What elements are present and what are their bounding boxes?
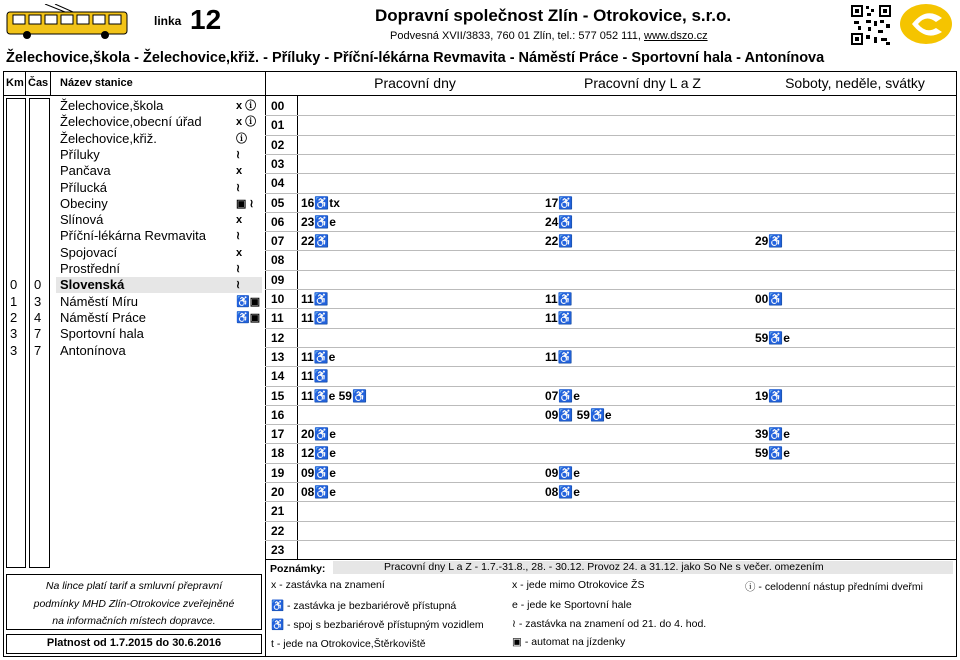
tariff-note-line-2: podmínky MHD Zlín-Otrokovice zveřejněné bbox=[33, 598, 235, 610]
stop-flags: x ⓘ bbox=[236, 116, 257, 129]
departure-wd: 12♿e bbox=[301, 446, 336, 461]
row-divider bbox=[265, 289, 955, 290]
note-item-barrier-free-stop: ♿ - zastávka je bezbariérově přístupná bbox=[271, 600, 457, 612]
stop-name: Antonínova bbox=[60, 342, 126, 358]
row-divider bbox=[265, 463, 955, 464]
lz-note-text: Pracovní dny L a Z - 1.7.-31.8., 28. - 30.12. Provoz 24. a 31.12. jako So Ne s večer. omezením bbox=[384, 561, 824, 573]
tariff-note-line-3: na informačních místech dopravce. bbox=[52, 615, 216, 627]
col-header-workdays-lz: Pracovní dny L a Z bbox=[584, 75, 701, 91]
departure-lz: 09♿ 59♿e bbox=[545, 407, 612, 422]
tariff-note-line-1: Na lince platí tarif a smluvní přepravní bbox=[45, 580, 223, 592]
departure-wd: 08♿e bbox=[301, 485, 336, 499]
stop-km: 0 bbox=[10, 277, 18, 293]
stop-name: Náměstí Práce bbox=[60, 309, 146, 325]
qr-code bbox=[850, 4, 892, 46]
line-number: 12 bbox=[190, 4, 222, 35]
hour-label: 23 bbox=[271, 542, 285, 557]
departure-we: 29♿ bbox=[755, 234, 784, 249]
stop-name: Želechovice,obecní úřad bbox=[60, 114, 202, 130]
stop-time: 4 bbox=[34, 309, 42, 325]
departure-lz: 08♿e bbox=[545, 485, 580, 499]
hour-label: 08 bbox=[271, 253, 285, 268]
stop-time: 3 bbox=[34, 293, 42, 309]
row-divider bbox=[265, 540, 955, 541]
row-divider bbox=[265, 154, 955, 155]
departure-we: 59♿e bbox=[755, 330, 790, 345]
departure-we: 19♿ bbox=[755, 388, 784, 403]
company-logo bbox=[898, 2, 954, 46]
row-divider bbox=[265, 501, 955, 502]
stop-flags: ≀ bbox=[236, 181, 241, 194]
col-header-workdays: Pracovní dny bbox=[374, 75, 456, 91]
departure-lz: 11♿ bbox=[545, 349, 573, 364]
stop-name: Prostřední bbox=[60, 261, 120, 276]
hour-label: 03 bbox=[271, 156, 285, 171]
hour-label: 18 bbox=[271, 446, 285, 461]
note-item-t: t - jede na Otrokovice,Štěrkoviště bbox=[271, 638, 426, 650]
note-item-barrier-free-vehicle: ♿ - spoj s bezbariérově přístupným vozidlem bbox=[271, 619, 484, 631]
bus-icon bbox=[5, 4, 129, 40]
stop-flags: x ⓘ bbox=[236, 100, 257, 112]
stop-name: Sportovní hala bbox=[60, 326, 144, 342]
hour-label: 00 bbox=[271, 99, 285, 113]
departure-lz: 09♿e bbox=[545, 465, 580, 480]
hour-label: 04 bbox=[271, 176, 285, 191]
row-divider bbox=[265, 308, 955, 309]
departure-wd: 23♿e bbox=[301, 214, 336, 229]
note-item-night-request: ≀ - zastávka na znamení od 21. do 4. hod. bbox=[512, 618, 707, 630]
note-item-x-request: x - zastávka na znamení bbox=[271, 579, 385, 591]
validity-text: Platnost od 1.7.2015 do 30.6.2016 bbox=[46, 637, 222, 649]
row-divider bbox=[265, 250, 955, 251]
departure-wd: 11♿ bbox=[301, 292, 329, 306]
row-divider bbox=[265, 347, 955, 348]
stop-name: Pančava bbox=[60, 163, 111, 179]
company-address-text: Podvesná XVII/3833, 760 01 Zlín, tel.: 577 052 111, bbox=[390, 30, 641, 42]
row-divider bbox=[265, 443, 955, 444]
stop-name: Slínová bbox=[60, 212, 104, 228]
stop-name: Obeciny bbox=[60, 195, 108, 211]
note-item-e: e - jede ke Sportovní hale bbox=[512, 599, 632, 611]
row-divider bbox=[265, 115, 955, 116]
stop-flags: ▣ ≀ bbox=[236, 197, 254, 210]
hour-label: 19 bbox=[271, 465, 285, 480]
row-divider bbox=[265, 424, 955, 425]
stop-flags: ≀ bbox=[236, 279, 241, 292]
row-divider bbox=[265, 231, 955, 232]
line-label: linka bbox=[154, 14, 182, 28]
departure-lz: 11♿ bbox=[545, 292, 573, 306]
hour-label: 13 bbox=[271, 349, 285, 364]
stop-flags: ♿▣ bbox=[236, 295, 261, 308]
hour-label: 15 bbox=[271, 388, 285, 403]
company-address bbox=[390, 30, 708, 42]
departure-lz: 24♿ bbox=[545, 214, 574, 229]
row-divider bbox=[265, 270, 955, 271]
route-line: Želechovice,škola - Želechovice,křiž. - Příluky - Příční-lékárna Revmavita - Náměstí Práce - Sportovní hala - Antonínova bbox=[6, 50, 825, 66]
hour-label: 16 bbox=[271, 407, 285, 422]
departure-lz: 07♿e bbox=[545, 388, 580, 403]
stop-name: Náměstí Míru bbox=[60, 293, 139, 309]
row-divider bbox=[265, 386, 955, 387]
departure-wd: 11♿ bbox=[301, 369, 329, 384]
hour-label: 01 bbox=[271, 118, 285, 133]
stop-flags: ≀ bbox=[236, 263, 241, 275]
stop-flags: ≀ bbox=[236, 148, 241, 161]
stop-name: Želechovice,škola bbox=[60, 98, 164, 113]
km-header: Km bbox=[6, 77, 24, 89]
departure-lz: 11♿ bbox=[545, 311, 573, 326]
hour-label: 09 bbox=[271, 272, 285, 287]
stop-km: 1 bbox=[10, 293, 18, 309]
row-divider bbox=[265, 482, 955, 483]
hour-label: 02 bbox=[271, 137, 285, 152]
note-item-x-outside: x - jede mimo Otrokovice ŽS bbox=[512, 579, 645, 591]
departure-we: 39♿e bbox=[755, 427, 790, 442]
row-divider bbox=[265, 173, 955, 174]
stop-flags: ♿▣ bbox=[236, 311, 261, 324]
hour-label: 20 bbox=[271, 485, 285, 499]
departure-lz: 22♿ bbox=[545, 234, 574, 249]
row-divider bbox=[265, 193, 955, 194]
stop-flags: x bbox=[236, 246, 243, 259]
row-divider bbox=[265, 328, 955, 329]
stop-flags: ⓘ bbox=[236, 132, 247, 145]
note-item-ticket-machine: ▣ - automat na jízdenky bbox=[512, 636, 626, 648]
stop-flags: ≀ bbox=[236, 230, 241, 243]
stop-name: Slovenská bbox=[60, 277, 125, 293]
departure-wd: 20♿e bbox=[301, 427, 336, 442]
stop-flags: x bbox=[236, 165, 243, 178]
stop-time: 7 bbox=[34, 326, 42, 342]
hour-label: 11 bbox=[271, 311, 284, 326]
stop-time: 0 bbox=[34, 277, 42, 293]
hour-label: 12 bbox=[271, 330, 285, 345]
time-header: Čas bbox=[28, 77, 49, 89]
stop-name: Želechovice,křiž. bbox=[60, 130, 157, 146]
company-url-link[interactable]: www.dszo.cz bbox=[644, 30, 708, 42]
stop-time: 7 bbox=[34, 342, 42, 358]
departure-we: 59♿e bbox=[755, 446, 790, 461]
row-divider bbox=[265, 366, 955, 367]
notes-label: Poznámky: bbox=[270, 563, 326, 575]
stop-km: 3 bbox=[10, 326, 18, 342]
row-divider bbox=[265, 135, 955, 136]
stop-name: Spojovací bbox=[60, 244, 118, 260]
departure-we: 00♿ bbox=[755, 292, 784, 306]
note-item-front-door: ⓘ - celodenní nástup předními dveřmi bbox=[745, 581, 924, 593]
departure-wd: 09♿e bbox=[301, 465, 336, 480]
departure-lz: 17♿ bbox=[545, 195, 574, 210]
stop-name-header: Název stanice bbox=[60, 77, 133, 89]
stop-km: 3 bbox=[10, 342, 18, 358]
departure-wd: 11♿ bbox=[301, 311, 329, 326]
hour-label: 06 bbox=[271, 214, 285, 229]
stop-name: Příluky bbox=[60, 146, 100, 162]
hour-label: 07 bbox=[271, 234, 285, 249]
hour-label: 21 bbox=[271, 504, 285, 519]
hour-label: 14 bbox=[271, 369, 285, 384]
hour-label: 17 bbox=[271, 427, 285, 442]
departure-wd: 16♿tx bbox=[301, 195, 340, 210]
departure-wd: 11♿e bbox=[301, 349, 336, 364]
col-header-weekends: Soboty, neděle, svátky bbox=[785, 75, 925, 91]
stop-flags: x bbox=[236, 214, 243, 227]
row-divider bbox=[265, 521, 955, 522]
hour-label: 22 bbox=[271, 523, 285, 538]
row-divider bbox=[265, 405, 955, 406]
hour-label: 05 bbox=[271, 195, 285, 210]
departure-wd: 11♿e 59♿ bbox=[301, 388, 367, 403]
company-name: Dopravní společnost Zlín - Otrokovice, s.r.o. bbox=[375, 6, 732, 25]
stop-name: Přílucká bbox=[60, 179, 107, 195]
departure-wd: 22♿ bbox=[301, 234, 330, 249]
hour-label: 10 bbox=[271, 292, 285, 306]
row-divider bbox=[265, 212, 955, 213]
stop-name: Příční-lékárna Revmavita bbox=[60, 228, 206, 244]
stop-km: 2 bbox=[10, 309, 18, 325]
